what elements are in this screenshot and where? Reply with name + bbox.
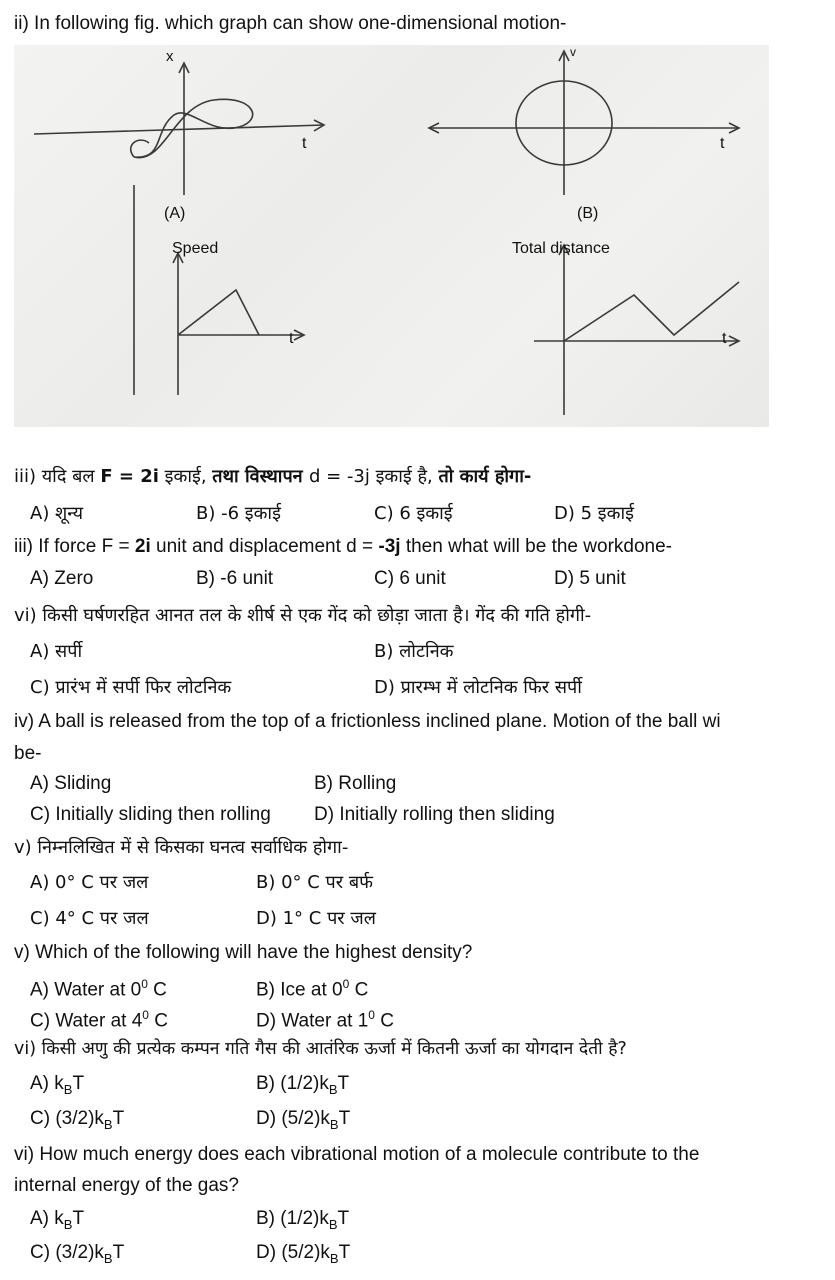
q3-hi-mid1: इकाई, [158,466,213,487]
graph-c-speed-line [178,290,259,335]
q3-hi-bold-end: तो कार्य होगा- [438,466,532,487]
question-4-hindi-title: vi) किसी घर्षणरहित आनत तल के शीर्ष से एक गेंद को छोड़ा जाता है। गेंद की गति होगी- [14,605,592,626]
question-4-english-title-cont: be- [14,743,42,764]
graph-d-distance-line [564,282,739,341]
q6-hi-option-c: C) $(3/2)k_BT$ [30,1108,125,1132]
q3-en-option-b: B) -6 unit [196,568,274,589]
graph-c-y-label: Speed [172,240,219,257]
question-5-hindi-title: v) निम्नलिखित में से किसका घनत्व सर्वाधिक होगा- [14,837,349,858]
q4-hi-option-a: A) सर्पी [30,641,83,662]
q3-hi-prefix: iii) यदि बल [14,466,101,487]
graph-a-x-label: t [302,135,307,152]
q5-hi-option-c: C) 4° C पर जल [30,908,149,929]
graph-b-x-label: t [720,135,725,152]
q3-hi-force: F = 2i [100,466,159,487]
q5-hi-option-a: A) 0° C पर जल [30,872,149,893]
q3-hi-disp: d = -3j [308,466,370,487]
question-3-english-title [14,535,672,559]
q5-en-option-c: C) Water at $4^0$ C [30,1008,168,1032]
q5-en-option-a: A) Water at $0^0$ C [30,977,167,1001]
q3-en-disp: -3j [378,536,401,557]
q4-en-option-b: B) Rolling [314,773,397,794]
q4-hi-option-c: C) प्रारंभ में सर्पी फिर लोटनिक [30,677,232,698]
q4-en-option-c: C) Initially sliding then rolling [30,804,271,825]
graph-a-caption: (A) [164,205,186,222]
q3-hi-mid2: इकाई है, [369,466,439,487]
graph-b-y-label: v [570,45,576,59]
q5-en-option-d: D) Water at $1^0$ C [256,1008,394,1032]
q3-hi-bold-mid: तथा विस्थापन [212,466,309,487]
question-3-hindi-title [14,465,531,489]
q3-hi-option-c: C) 6 इकाई [374,503,453,524]
q3-en-option-d: D) 5 unit [554,568,626,589]
graph-b-caption: (B) [577,205,599,222]
graphs-photo [14,45,769,427]
q3-en-prefix: iii) If force F = [14,536,135,557]
graph-a-y-label: x [166,48,174,65]
q3-en-mid: unit and displacement d = [150,536,379,557]
graph-d-y-label: Total distance [512,240,610,257]
q6-en-option-c: C) $(3/2)k_BT$ [30,1242,125,1266]
q5-hi-option-b: B) 0° C पर बर्फ [256,872,374,893]
q6-hi-option-a: A) $k_BT$ [30,1073,85,1097]
graph-a-curve-tail [131,140,149,157]
question-6-english-title: vi) How much energy does each vibrational motion of a molecule contribute to the [14,1144,700,1165]
q3-en-option-a: A) Zero [30,568,94,589]
q3-hi-option-d: D) 5 इकाई [554,503,634,524]
question-4-english-title: iv) A ball is released from the top of a frictionless inclined plane. Motion of the ball wi [14,711,721,732]
graph-a-x-axis [34,125,324,134]
q6-hi-option-b: B) $(1/2)k_BT$ [256,1073,350,1097]
question-2-title: ii) In following fig. which graph can show one-dimensional motion- [14,13,567,34]
graph-d-x-label: t [722,330,727,347]
q6-hi-option-d: D) $(5/2)k_BT$ [256,1108,351,1132]
q4-en-option-a: A) Sliding [30,773,112,794]
q3-en-end: then what will be the workdone- [400,536,672,557]
q3-en-force: 2i [134,536,151,557]
q5-en-option-b: B) Ice at $0^0$ C [256,977,369,1001]
q3-hi-option-b: B) -6 इकाई [196,503,281,524]
graph-c-x-label: t [289,330,294,347]
q5-hi-option-d: D) 1° C पर जल [256,908,376,929]
question-6-hindi-title: vi) किसी अणु की प्रत्येक कम्पन गति गैस की आतंरिक ऊर्जा में कितनी ऊर्जा का योगदान देती है? [14,1039,627,1059]
question-5-english-title: v) Which of the following will have the highest density? [14,942,473,963]
graphs-figure [14,45,769,427]
q6-en-option-d: D) $(5/2)k_BT$ [256,1242,351,1266]
q4-hi-option-b: B) लोटनिक [374,641,454,662]
q6-en-option-b: B) $(1/2)k_BT$ [256,1208,350,1232]
q6-en-option-a: A) $k_BT$ [30,1208,85,1232]
q3-hi-option-a: A) शून्य [30,503,84,524]
q4-hi-option-d: D) प्रारम्भ में लोटनिक फिर सर्पी [374,677,582,698]
q4-en-option-d: D) Initially rolling then sliding [314,804,555,825]
q3-en-option-c: C) 6 unit [374,568,446,589]
question-6-english-title-cont: internal energy of the gas? [14,1175,239,1196]
